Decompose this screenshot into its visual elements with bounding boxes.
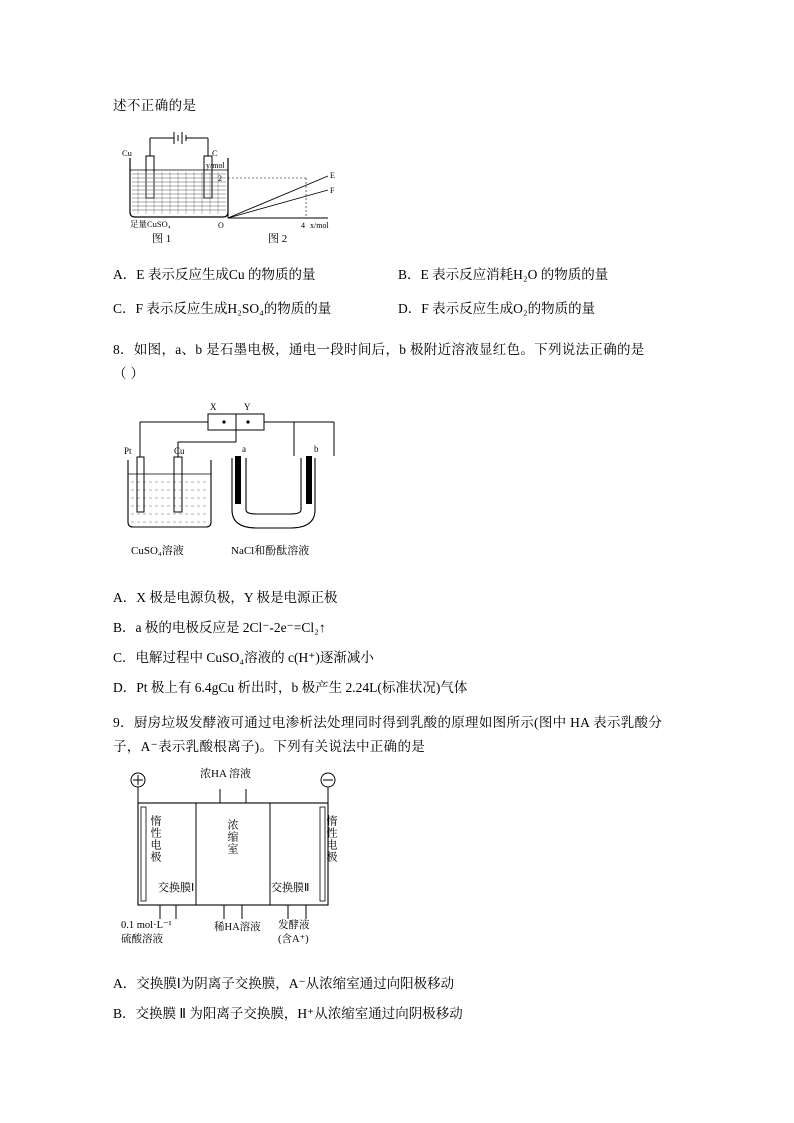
svg-text:Pt: Pt xyxy=(124,446,132,456)
q9-stem-2: 子，A⁻表示乳酸根离子)。下列有关说法中正确的是 xyxy=(113,739,426,754)
q8-option-c: C．电解过程中 CuSO₄溶液的 c(H⁺)逐渐减小 xyxy=(113,650,374,665)
figure-2-right-solution: NaCl和酚酞溶液 xyxy=(231,545,310,557)
figure-3-bottom-left-line1: 0.1 mol·L⁻¹ xyxy=(121,920,172,931)
figure-3-group xyxy=(113,767,683,957)
q7-option-a: A．E 表示反应生成Cu 的物质的量 xyxy=(113,267,316,282)
figure-3-right-electrode-label: 惰性电极 xyxy=(325,815,337,863)
beaker-cu-label: Cu xyxy=(122,148,132,158)
document-content xyxy=(113,96,683,1029)
figure-3-bottom-left-line2: 硫酸溶液 xyxy=(121,934,163,945)
q7-option-d: D．F 表示反应生成O₂的物质的量 xyxy=(398,301,596,316)
q8-option-a: A．X 极是电源负极，Y 极是电源正极 xyxy=(113,590,338,605)
svg-text:Y: Y xyxy=(244,402,251,412)
svg-text:4: 4 xyxy=(301,221,305,230)
q8-stem: 8．如图，a、b 是石墨电极，通电一段时间后，b 极附近溶液显红色。下列说法正确的是 xyxy=(113,342,645,357)
q9-option-b: B．交换膜 Ⅱ 为阳离子交换膜，H⁺从浓缩室通过向阴极移动 xyxy=(113,1006,463,1021)
svg-text:b: b xyxy=(314,444,319,454)
figure-3-membrane-1-label: 交换膜Ⅰ xyxy=(158,882,195,894)
svg-text:2: 2 xyxy=(218,174,222,183)
figure-2-left-solution: CuSO₄溶液 xyxy=(131,545,184,557)
svg-text:E: E xyxy=(330,171,335,180)
q9-option-a: A．交换膜Ⅰ为阴离子交换膜，A⁻从浓缩室通过向阳极移动 xyxy=(113,976,455,991)
svg-text:X: X xyxy=(210,402,217,412)
figure-3-bottom-left xyxy=(121,919,172,947)
figure-3-membrane-2-label: 交换膜Ⅱ xyxy=(271,882,310,894)
q7-option-c: C．F 表示反应生成H₂SO₄的物质的量 xyxy=(113,301,332,316)
figure-1-caption-left: 图 1 xyxy=(152,233,172,245)
svg-text:y/mol: y/mol xyxy=(206,161,225,170)
figure-1-caption-right: 图 2 xyxy=(268,233,288,245)
q7-options-row-2 xyxy=(113,296,683,322)
figure-3-left-electrode-label: 惰性电极 xyxy=(149,815,161,863)
q8-option-d: D．Pt 极上有 6.4gCu 析出时，b 极产生 2.24L(标准状况)气体 xyxy=(113,680,468,695)
svg-text:x/mol: x/mol xyxy=(310,221,329,230)
beaker-c-label: C xyxy=(212,148,218,158)
q7-option-b: B．E 表示反应消耗H₂O 的物质的量 xyxy=(398,267,609,282)
q9-stem: 9．厨房垃圾发酵液可通过电渗析法处理同时得到乳酸的原理如图所示(图中 HA 表示乳酸分 xyxy=(113,715,663,730)
beaker-solution-label: 足量CuSO₄ xyxy=(130,219,171,229)
q7-options-row-1 xyxy=(113,262,683,288)
figure-2-group xyxy=(113,396,683,571)
svg-text:F: F xyxy=(330,186,335,195)
figure-3-bottom-mid: 稀HA溶液 xyxy=(214,922,261,933)
figure-3-bottom-right xyxy=(278,919,310,947)
svg-text:a: a xyxy=(242,444,246,454)
figure-3-chamber-label: 浓缩室 xyxy=(226,819,238,855)
figure-3-bottom-right-line2: (含A⁺) xyxy=(278,934,309,945)
figure-1-group xyxy=(116,122,683,245)
figure-1-graph xyxy=(206,156,341,236)
q8-option-b: B．a 极的电极反应是 2Cl⁻-2e⁻=Cl₂↑ xyxy=(113,620,326,635)
svg-text:Cu: Cu xyxy=(174,446,185,456)
intro-text: 述不正确的是 xyxy=(113,98,197,113)
q8-stem-2: （ ） xyxy=(113,366,145,381)
figure-3-bottom-right-line1: 发酵液 xyxy=(278,920,310,931)
figure-3-top-label: 浓HA 溶液 xyxy=(200,768,252,780)
svg-text:O: O xyxy=(218,221,224,230)
